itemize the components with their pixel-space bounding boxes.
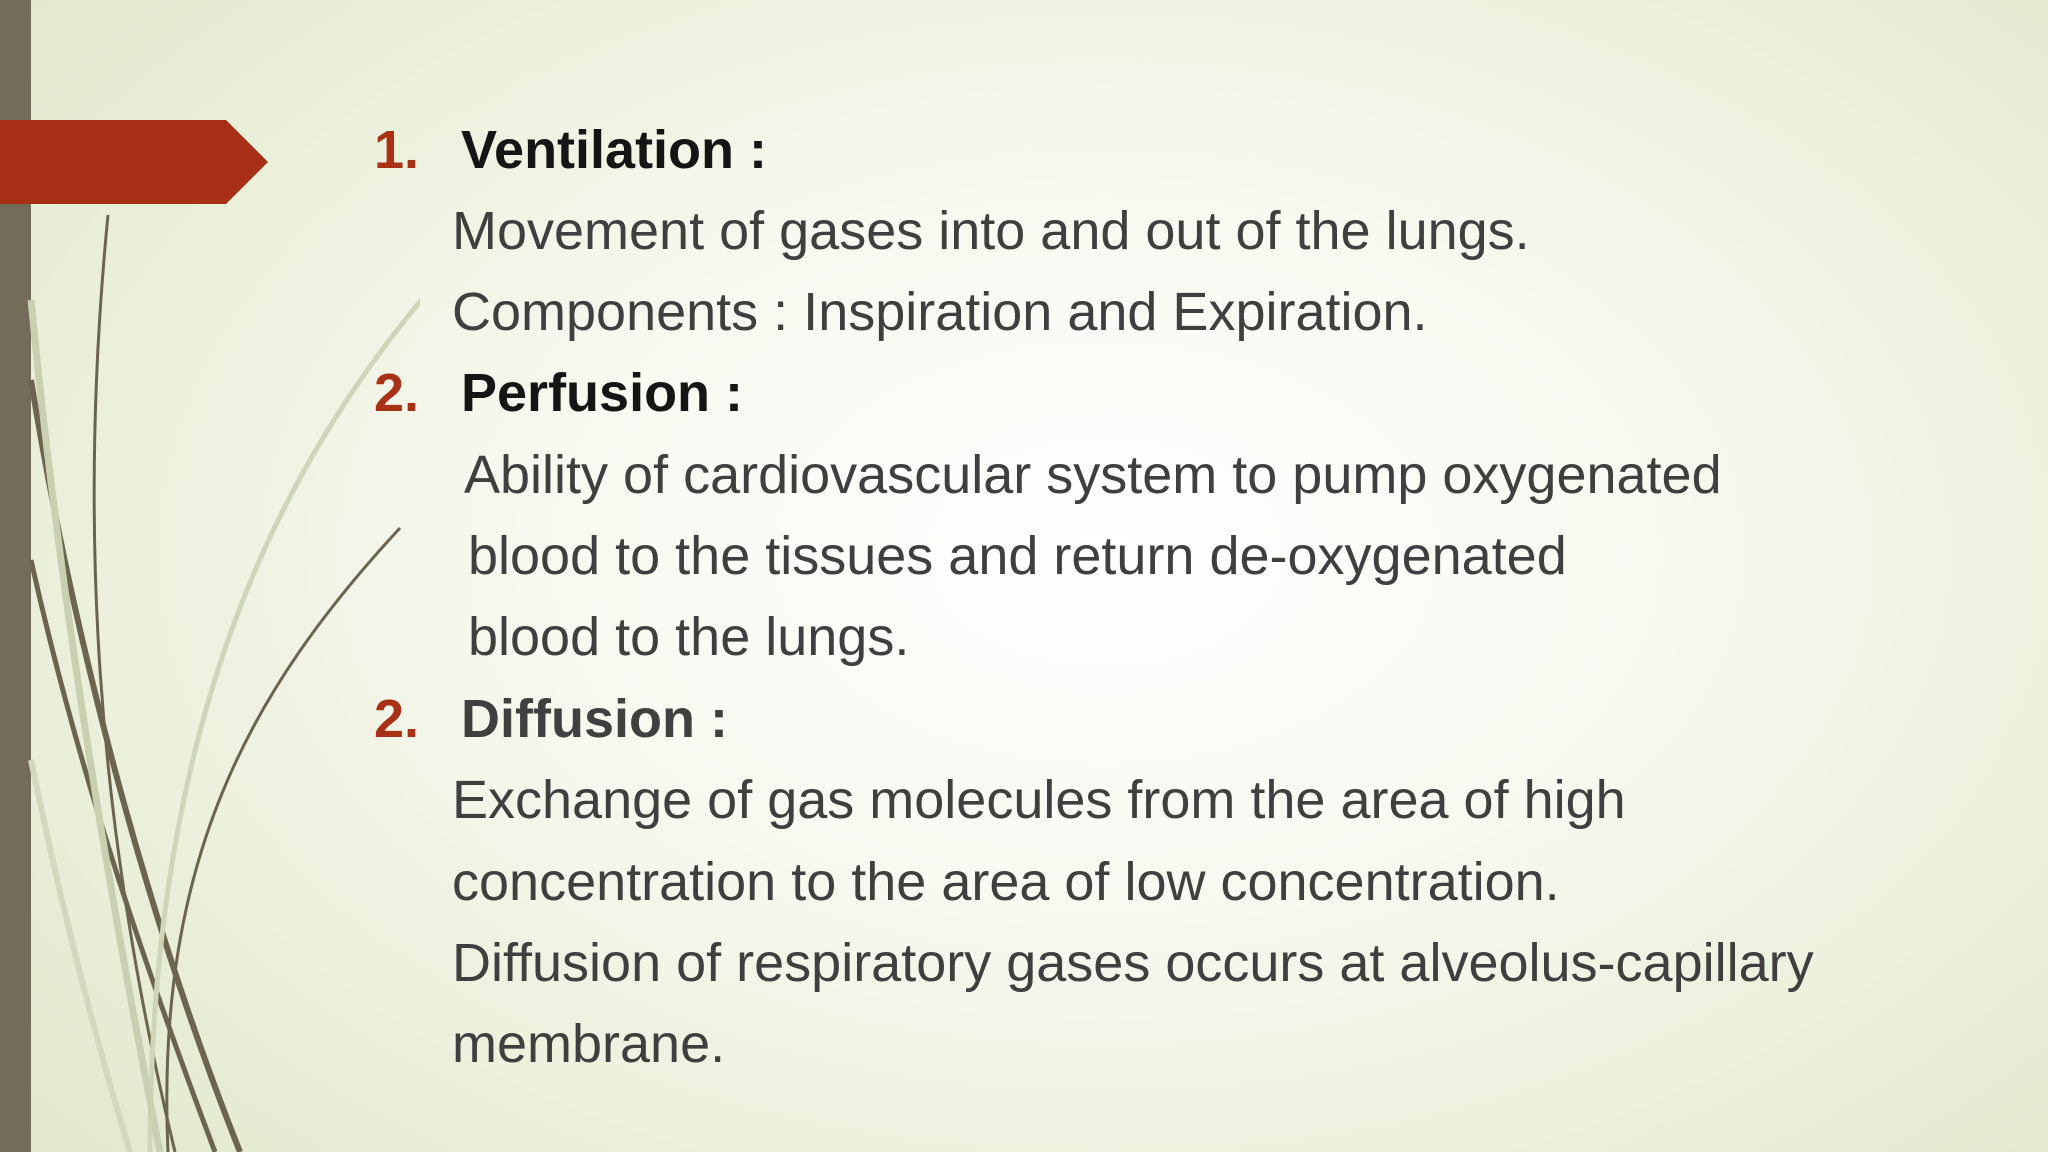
item-1-number: 1.	[374, 120, 420, 180]
item-1-line-1: Movement of gases into and out of the lungs.	[452, 201, 1530, 261]
item-2-title: Perfusion :	[461, 363, 744, 423]
item-3-line-3: Diffusion of respiratory gases occurs at alveolus-capillary	[452, 933, 1814, 993]
item-2-line-1: Ability of cardiovascular system to pump oxygenated	[464, 445, 1722, 505]
item-1-title: Ventilation :	[461, 120, 768, 180]
item-3-line-1: Exchange of gas molecules from the area of high	[452, 770, 1626, 830]
item-1-line-2: Components : Inspiration and Expiration.	[452, 282, 1428, 342]
item-3-line-2: concentration to the area of low concentration.	[452, 852, 1560, 912]
item-3-line-4: membrane.	[452, 1014, 726, 1074]
item-2-line-2: blood to the tissues and return de-oxygenated	[468, 526, 1567, 586]
item-3-title: Diffusion :	[461, 689, 728, 749]
item-3-number: 2.	[374, 689, 420, 749]
item-2-line-3: blood to the lungs.	[468, 607, 910, 667]
item-2-number: 2.	[374, 363, 420, 423]
